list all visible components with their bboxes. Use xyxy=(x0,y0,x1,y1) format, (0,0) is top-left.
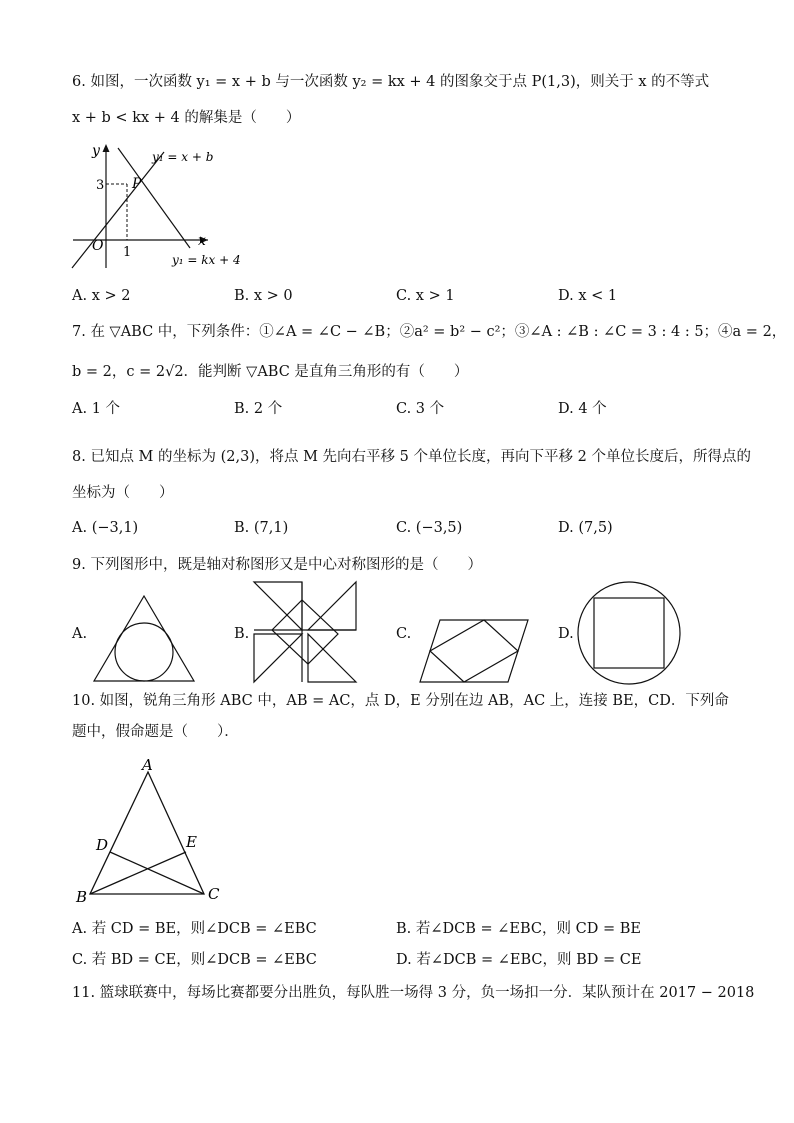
q9-figure-a-triangle-incircle[interactable] xyxy=(92,594,196,684)
q9-figure-b-pinwheel[interactable] xyxy=(252,580,358,684)
q10-option-b[interactable]: B. 若∠DCB = ∠EBC，则 CD = BE xyxy=(396,921,641,937)
q6-option-b[interactable]: B. x > 0 xyxy=(234,288,293,304)
q8-option-b[interactable]: B. (7,1) xyxy=(234,520,289,536)
q8-option-d[interactable]: D. (7,5) xyxy=(558,520,613,536)
q9-option-a-label[interactable]: A. xyxy=(72,626,88,642)
point-p-label: P xyxy=(132,176,142,192)
q7-option-b[interactable]: B. 2 个 xyxy=(234,401,283,417)
q7-stem-line2: b = 2，c = 2√2．能判断 ▽ABC 是直角三角形的有（ ） xyxy=(72,364,469,380)
q10-option-a[interactable]: A. 若 CD = BE，则∠DCB = ∠EBC xyxy=(72,921,317,937)
q9-option-c-label[interactable]: C. xyxy=(396,626,412,642)
q7-stem-line1: 7. 在 ▽ABC 中，下列条件：①∠A = ∠C − ∠B；②a² = b² − c²；③∠A : ∠B : ∠C = 3 : 4 : 5；④a = 2， xyxy=(72,324,787,340)
line2-label: y₁ = kx + 4 xyxy=(172,253,241,267)
q6-option-c[interactable]: C. x > 1 xyxy=(396,288,455,304)
point-e-label: E xyxy=(186,833,197,851)
q9-stem: 9. 下列图形中，既是轴对称图形又是中心对称图形的是（ ） xyxy=(72,557,482,573)
q10-option-d[interactable]: D. 若∠DCB = ∠EBC，则 BD = CE xyxy=(396,952,642,968)
q8-stem-line1: 8. 已知点 M 的坐标为 (2,3)，将点 M 先向右平移 5 个单位长度，再向下平移 2 个单位长度后，所得点的 xyxy=(72,449,751,465)
q6-function-graph xyxy=(68,138,248,273)
line1-label: y₁ = x + b xyxy=(152,150,214,164)
q10-stem-line1: 10. 如图，锐角三角形 ABC 中，AB = AC，点 D，E 分别在边 AB，AC 上，连接 BE，CD．下列命 xyxy=(72,693,729,709)
vertex-c-label: C xyxy=(208,885,220,903)
x-tick-label: 1 xyxy=(123,245,132,260)
q8-option-c[interactable]: C. (−3,5) xyxy=(396,520,463,536)
q9-option-b-label[interactable]: B. xyxy=(234,626,250,642)
q6-option-a[interactable]: A. x > 2 xyxy=(72,288,131,304)
point-d-label: D xyxy=(96,836,109,854)
y-axis-label: y xyxy=(92,143,100,159)
q8-stem-line2: 坐标为（ ） xyxy=(72,485,174,501)
vertex-a-label: A xyxy=(142,756,153,774)
q6-option-d[interactable]: D. x < 1 xyxy=(558,288,618,304)
q10-option-c[interactable]: C. 若 BD = CE，则∠DCB = ∠EBC xyxy=(72,952,317,968)
vertex-b-label: B xyxy=(76,888,88,906)
y-axis-arrow xyxy=(103,144,110,152)
q9-figure-d-circle-square[interactable] xyxy=(576,580,682,686)
q10-triangle-figure xyxy=(70,752,230,912)
origin-label: O xyxy=(92,238,104,254)
y-tick-label: 3 xyxy=(96,178,105,193)
x-axis-label: x xyxy=(198,233,206,249)
q6-stem-line1: 6. 如图，一次函数 y₁ = x + b 与一次函数 y₂ = kx + 4 的图象交于点 P(1,3)，则关于 x 的不等式 xyxy=(72,74,710,90)
q7-option-d[interactable]: D. 4 个 xyxy=(558,401,607,417)
line-y1-x-plus-b xyxy=(72,152,164,268)
q11-stem-line1: 11. 篮球联赛中，每场比赛都要分出胜负，每队胜一场得 3 分，负一场扣一分．某队预计在 2017 − 2018 xyxy=(72,985,755,1001)
q8-option-a[interactable]: A. (−3,1) xyxy=(72,520,139,536)
q9-figure-c-parallelogram[interactable] xyxy=(418,618,530,684)
q9-option-d-label[interactable]: D. xyxy=(558,626,574,642)
q7-option-a[interactable]: A. 1 个 xyxy=(72,401,121,417)
q6-stem-line2: x + b < kx + 4 的解集是（ ） xyxy=(72,110,301,126)
q10-stem-line2: 题中，假命题是（ ）． xyxy=(72,724,239,740)
q7-option-c[interactable]: C. 3 个 xyxy=(396,401,445,417)
